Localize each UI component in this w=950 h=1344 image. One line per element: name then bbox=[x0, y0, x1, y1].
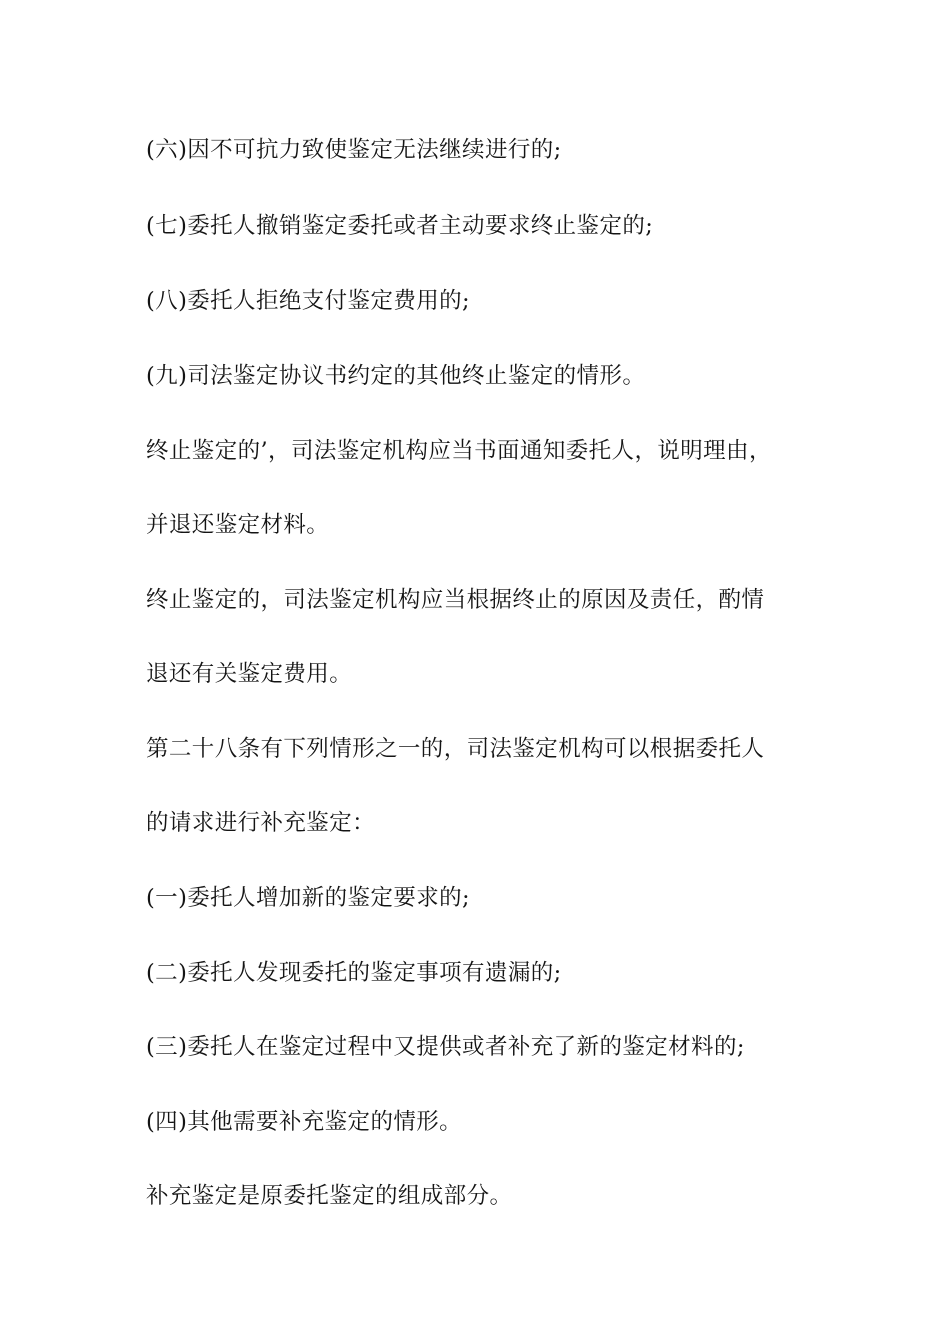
text-line: (八)委托人拒绝支付鉴定费用的; bbox=[146, 288, 471, 314]
text-line: 并退还鉴定材料。 bbox=[146, 512, 330, 538]
text-line: (六)因不可抗力致使鉴定无法继续进行的; bbox=[146, 137, 562, 163]
text-line: (四)其他需要补充鉴定的情形。 bbox=[146, 1109, 463, 1135]
text-line: 终止鉴定的，司法鉴定机构应当根据终止的原因及责任，酌情 bbox=[146, 587, 765, 613]
text-line: 补充鉴定是原委托鉴定的组成部分。 bbox=[146, 1183, 513, 1209]
text-line: 第二十八条有下列情形之一的，司法鉴定机构可以根据委托人 bbox=[146, 736, 765, 762]
text-line: 终止鉴定的’，司法鉴定机构应当书面通知委托人，说明理由， bbox=[146, 438, 772, 464]
text-line: (一)委托人增加新的鉴定要求的; bbox=[146, 885, 471, 911]
text-line: 的请求进行补充鉴定： bbox=[146, 810, 376, 836]
text-line: (七)委托人撤销鉴定委托或者主动要求终止鉴定的; bbox=[146, 213, 654, 239]
text-line: 退还有关鉴定费用。 bbox=[146, 661, 353, 687]
text-line: (二)委托人发现委托的鉴定事项有遗漏的; bbox=[146, 960, 562, 986]
text-line: (九)司法鉴定协议书约定的其他终止鉴定的情形。 bbox=[146, 363, 646, 389]
text-line: (三)委托人在鉴定过程中又提供或者补充了新的鉴定材料的; bbox=[146, 1034, 745, 1060]
